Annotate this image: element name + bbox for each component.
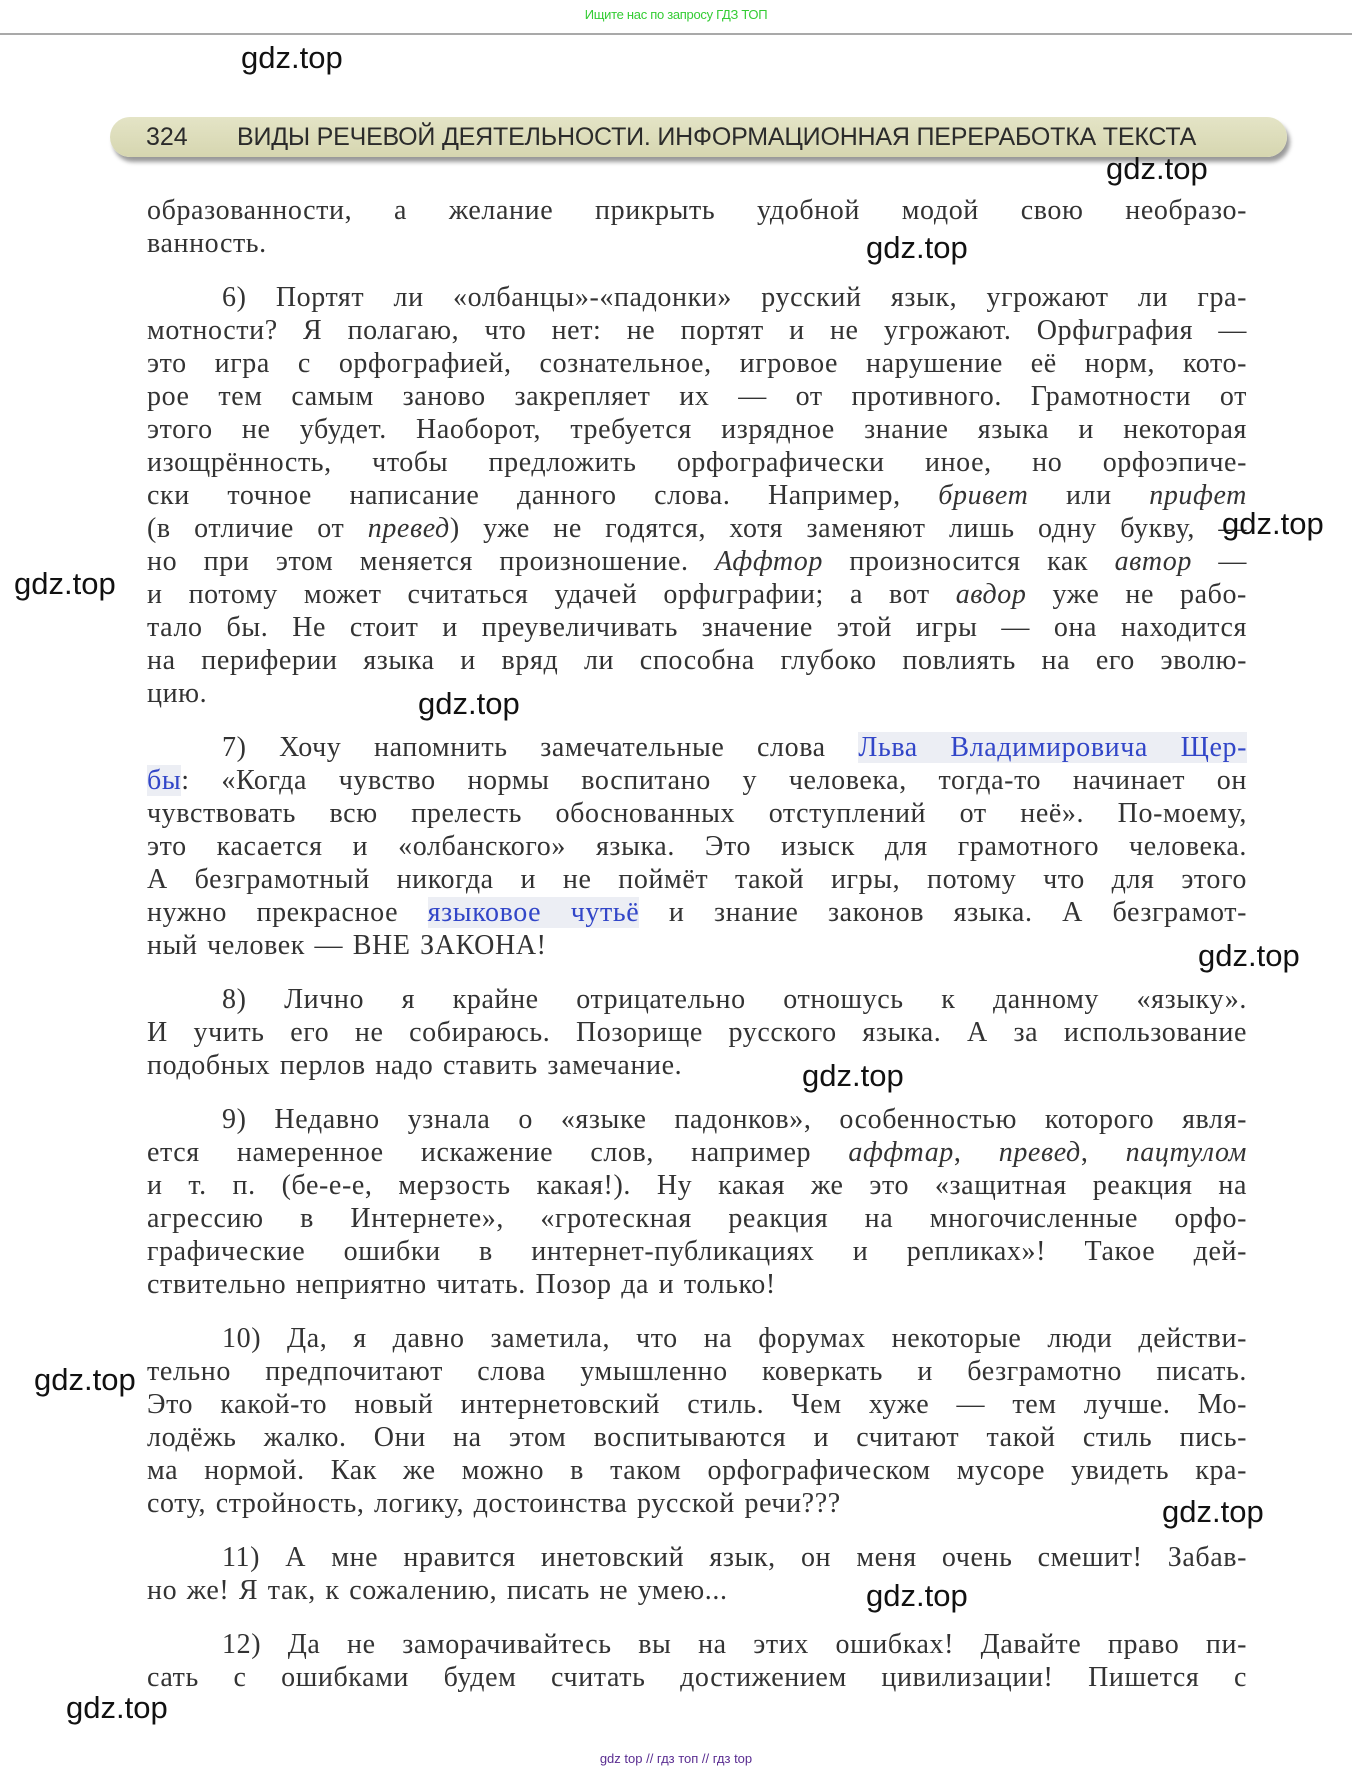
text-segment: 9) Недавно узнала о «языке падонков», особенностью которого явля- (222, 1104, 1247, 1135)
text-segment: А безграмотный никогда и не поймёт такой игры, потому что для этого (147, 864, 1247, 895)
text-line (147, 1541, 1247, 1574)
text-line (147, 1049, 1247, 1082)
watermark: gdz.top (1162, 1494, 1264, 1529)
text-segment: агрессию в Интернете», «гротескная реакция на многочисленные орфо- (147, 1203, 1247, 1234)
text-segment: Это какой-то новый интернетовский стиль. Чем хуже — тем лучше. Мо- (147, 1389, 1247, 1420)
text-segment: цию. (147, 678, 208, 709)
text-segment: , (953, 1137, 999, 1168)
footer-links: gdz top // гдз топ // гдз top (599, 1751, 753, 1766)
text-line (147, 512, 1247, 545)
watermark: gdz.top (418, 686, 520, 721)
italic-text: авдор (955, 579, 1027, 610)
watermark: gdz.top (14, 566, 116, 601)
text-segment: : «Когда чувство нормы воспитано у человека, тогда-то начинает он (181, 765, 1247, 796)
term-link[interactable]: Льва Владимировича Щер- (858, 732, 1247, 763)
watermark: gdz.top (866, 230, 968, 265)
text-segment: ствительно неприятно читать. Позор да и только! (147, 1269, 776, 1300)
text-line (147, 1355, 1247, 1388)
text-line (147, 1268, 1247, 1301)
body-text (147, 194, 1247, 1694)
text-line (147, 863, 1247, 896)
text-line (147, 1169, 1247, 1202)
text-line (147, 1388, 1247, 1421)
text-segment: но же! Я так, к сожалению, писать не умею... (147, 1575, 728, 1606)
text-segment: или (1028, 480, 1150, 511)
text-segment: графия — (1105, 315, 1248, 346)
watermark: gdz.top (866, 1578, 968, 1613)
text-line (147, 896, 1247, 929)
text-line (147, 1322, 1247, 1355)
text-segment: ный человек — ВНЕ ЗАКОНА! (147, 930, 547, 961)
text-line (147, 1661, 1247, 1694)
text-line (147, 1202, 1247, 1235)
text-line (147, 983, 1247, 1016)
text-segment: 8) Лично я крайне отрицательно отношусь к данному «языку». (222, 984, 1247, 1015)
text-line (147, 380, 1247, 413)
text-segment: ется намеренное искажение слов, например (147, 1137, 849, 1168)
watermark: gdz.top (1106, 151, 1208, 186)
text-segment: 7) Хочу напомнить замечательные слова (222, 732, 859, 763)
paragraph (147, 983, 1247, 1082)
text-segment: это игра с орфографией, сознательное, игровое нарушение её норм, кото- (147, 348, 1247, 379)
text-line (147, 281, 1247, 314)
text-line (147, 644, 1247, 677)
text-line (147, 830, 1247, 863)
text-line (147, 929, 1247, 962)
chapter-title: ВИДЫ РЕЧЕВОЙ ДЕЯТЕЛЬНОСТИ. ИНФОРМАЦИОННАЯ ПЕРЕРАБОТКА ТЕКСТА (237, 123, 1197, 151)
term-link[interactable]: языковое чутьё (427, 897, 640, 928)
text-line (147, 1421, 1247, 1454)
text-segment: 11) А мне нравится инетовский язык, он меня очень смешит! Забав- (222, 1542, 1247, 1573)
text-line (147, 479, 1247, 512)
watermark: gdz.top (802, 1058, 904, 1093)
text-segment: произносится как (822, 546, 1115, 577)
text-segment: ванность. (147, 228, 267, 259)
text-segment: и потому может считаться удачей орф (147, 579, 712, 610)
paragraph (147, 731, 1247, 962)
italic-text: пацтулом (1125, 1137, 1247, 1168)
italic-text: и (1090, 315, 1106, 346)
text-segment: это касается и «олбанского» языка. Это изыск для грамотного человека. (147, 831, 1247, 862)
watermark: gdz.top (34, 1362, 136, 1397)
term-link[interactable]: бы (147, 765, 182, 796)
text-segment: лодёжь жалко. Они на этом воспитываются и считают такой стиль пись- (147, 1422, 1247, 1453)
text-line (147, 1235, 1247, 1268)
italic-text: превед (367, 513, 450, 544)
watermark: gdz.top (1198, 938, 1300, 973)
text-line (147, 194, 1247, 227)
text-segment: ски точное написание данного слова. Например, (147, 480, 939, 511)
top-banner-text: Ищите нас по запросу ГДЗ ТОП (584, 7, 768, 22)
text-segment: на периферии языка и вряд ли способна глубоко повлиять на его эволю- (147, 645, 1247, 676)
text-line (147, 227, 1247, 260)
italic-text: и (711, 579, 726, 610)
text-segment: нужно прекрасное (147, 897, 428, 928)
text-line (147, 446, 1247, 479)
text-line (147, 1574, 1247, 1607)
watermark: gdz.top (241, 40, 343, 75)
italic-text: Аффтор (715, 546, 823, 577)
text-segment: 10) Да, я давно заметила, что на форумах некоторые люди действи- (222, 1323, 1247, 1354)
text-line (147, 1487, 1247, 1520)
text-line (147, 578, 1247, 611)
text-line (147, 731, 1247, 764)
italic-text: бривет (938, 480, 1029, 511)
text-segment: ) уже не годятся, хотя заменяют лишь одну букву, — (449, 513, 1248, 544)
text-segment: 6) Портят ли «олбанцы»-«падонки» русский язык, угрожают ли гра- (222, 282, 1247, 313)
text-segment: (в отличие от (147, 513, 368, 544)
text-segment: чувствовать всю прелесть обоснованных отступлений от неё». По-моему, (147, 798, 1247, 829)
text-segment: изощрённость, чтобы предложить орфографически иное, но орфоэпиче- (147, 447, 1247, 478)
text-segment: графические ошибки в интернет-публикациях и репликах»! Такое дей- (147, 1236, 1247, 1267)
text-segment: этого не убудет. Наоборот, требуется изрядное знание языка и некоторая (147, 414, 1247, 445)
text-segment: ма нормой. Как же можно в таком орфографическом мусоре увидеть кра- (147, 1455, 1247, 1486)
paragraph (147, 1103, 1247, 1301)
watermark: gdz.top (66, 1690, 168, 1725)
text-line (147, 677, 1247, 710)
text-segment: , (1080, 1137, 1126, 1168)
text-line (147, 1103, 1247, 1136)
text-segment: тельно предпочитают слова умышленно коверкать и безграмотно писать. (147, 1356, 1247, 1387)
text-segment: тало бы. Не стоит и преувеличивать значение этой игры — она находится (147, 612, 1247, 643)
text-line (147, 314, 1247, 347)
paragraph (147, 1322, 1247, 1520)
text-line (147, 611, 1247, 644)
page-number: 324 (146, 123, 188, 151)
text-line (147, 764, 1247, 797)
text-segment: И учить его не собираюсь. Позорище русского языка. А за использование (147, 1017, 1247, 1048)
paragraph (147, 194, 1247, 260)
text-segment: уже не рабо- (1026, 579, 1247, 610)
text-segment: подобных перлов надо ставить замечание. (147, 1050, 683, 1081)
text-segment: — (1191, 546, 1247, 577)
text-segment: и знание законов языка. А безграмот- (639, 897, 1247, 928)
italic-text: автор (1114, 546, 1192, 577)
text-segment: 12) Да не заморачивайтесь вы на этих ошибках! Давайте право пи- (222, 1629, 1247, 1660)
text-segment: мотности? Я полагаю, что нет: не портят и не угрожают. Орф (147, 315, 1091, 346)
text-line (147, 545, 1247, 578)
text-line (147, 1016, 1247, 1049)
top-banner (0, 0, 1352, 35)
text-segment: и т. п. (бе-е-е, мерзость какая!). Ну какая же это «защитная реакция на (147, 1170, 1247, 1201)
text-line (147, 1454, 1247, 1487)
text-segment: соту, стройность, логику, достоинства русской речи??? (147, 1488, 841, 1519)
italic-text: прифет (1149, 480, 1247, 511)
text-segment: сать с ошибками будем считать достижением цивилизации! Пишется с (147, 1662, 1247, 1693)
paragraph (147, 1628, 1247, 1694)
text-line (147, 1628, 1247, 1661)
text-segment: но при этом меняется произношение. (147, 546, 716, 577)
text-line (147, 347, 1247, 380)
text-line (147, 797, 1247, 830)
italic-text: аффтар (848, 1137, 954, 1168)
watermark: gdz.top (1222, 506, 1324, 541)
italic-text: превед (998, 1137, 1081, 1168)
paragraph (147, 281, 1247, 710)
text-segment: рое тем самым заново закрепляет их — от противного. Грамотности от (147, 381, 1247, 412)
text-segment: образованности, а желание прикрыть удобной модой свою необразо- (147, 195, 1247, 226)
text-line (147, 413, 1247, 446)
text-segment: графии; а вот (725, 579, 956, 610)
paragraph (147, 1541, 1247, 1607)
text-line (147, 1136, 1247, 1169)
